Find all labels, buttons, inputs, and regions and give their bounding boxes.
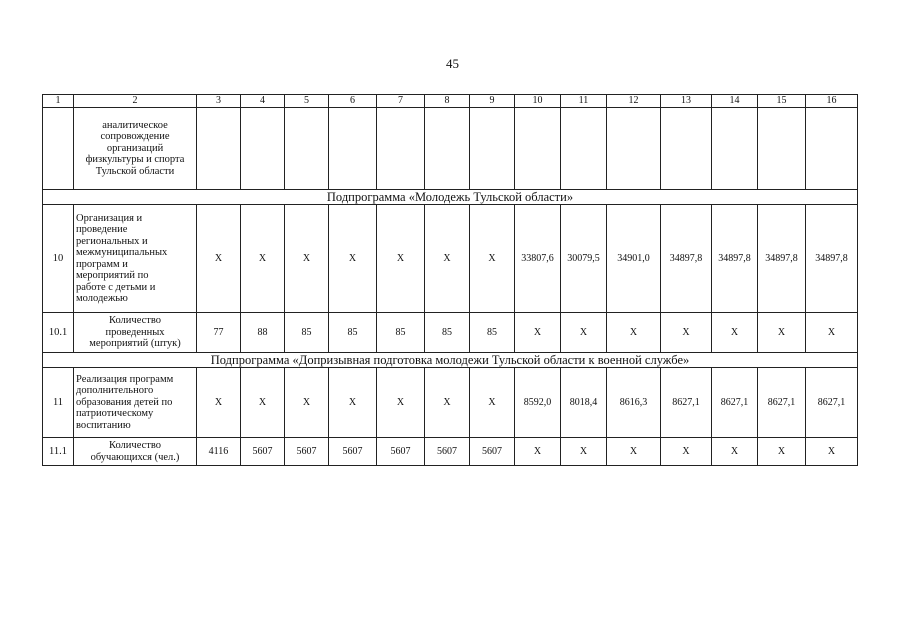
value-cell: X [515,313,561,353]
value-cell: X [377,368,425,438]
value-cell: X [377,205,425,313]
row-number-cell: 10 [43,205,74,313]
name-line: Количество [108,315,162,327]
section-header-row [43,353,858,368]
value-cell: 8018,4 [561,368,607,438]
value-cell: X [661,313,712,353]
column-number-header: 12 [607,95,661,108]
row-number-cell [43,108,74,190]
value-cell: 8592,0 [515,368,561,438]
value-cell: 5607 [285,438,329,466]
value-cell: X [425,368,470,438]
value-cell: X [561,313,607,353]
value-cell: X [241,368,285,438]
name-line: физкультуры и спорта [85,154,185,166]
value-cell: X [758,313,806,353]
name-line: дополнительного [76,385,154,397]
name-line: работе с детьми и [76,281,156,293]
value-cell: 85 [329,313,377,353]
name-line: патриотическому [76,408,154,420]
value-cell: X [425,205,470,313]
value-cell: X [470,368,515,438]
column-number-header: 4 [241,95,285,108]
column-number-header: 9 [470,95,515,108]
value-cell: X [661,438,712,466]
value-cell: 5607 [470,438,515,466]
indicator-name-cell [74,438,197,466]
column-number-header: 16 [806,95,858,108]
column-number-header: 2 [74,95,197,108]
name-line: организаций [106,142,164,154]
name-line: обучающихся (чел.) [90,451,180,463]
value-cell: X [241,205,285,313]
continued-row [43,108,858,190]
value-cell: 5607 [425,438,470,466]
value-cell: X [806,313,858,353]
indicator-name-cell [74,108,197,190]
name-line: программ и [76,258,128,270]
value-cell: X [806,438,858,466]
value-cell: 8616,3 [607,368,661,438]
row-number-cell: 11 [43,368,74,438]
table-row [43,438,858,466]
column-number-header: 14 [712,95,758,108]
name-line: Организация и [76,212,143,224]
value-cell: 34897,8 [661,205,712,313]
value-cell: X [285,205,329,313]
subprogram-youth-title: Подпрограмма «Молодежь Тульской области» [43,190,858,205]
column-number-header: 13 [661,95,712,108]
column-number-header: 7 [377,95,425,108]
column-number-header: 15 [758,95,806,108]
name-line: воспитанию [76,419,131,431]
table-row [43,368,858,438]
column-number-header: 6 [329,95,377,108]
value-cell: X [197,205,241,313]
name-line: мероприятий (штук) [89,338,181,350]
name-line: сопровождение [100,131,170,143]
value-cell: X [712,313,758,353]
value-cell: X [561,438,607,466]
value-cell: 8627,1 [806,368,858,438]
value-cell: 85 [425,313,470,353]
indicator-name-cell [74,205,197,313]
name-line: образования детей по [76,396,173,408]
value-cell: X [607,313,661,353]
name-line: Реализация программ [76,373,174,385]
value-cell: 8627,1 [758,368,806,438]
row-number-cell: 11.1 [43,438,74,466]
value-cell: X [329,368,377,438]
value-cell: X [712,438,758,466]
value-cell: X [470,205,515,313]
value-cell: X [197,368,241,438]
indicator-name-cell [74,368,197,438]
value-cell: 34897,8 [712,205,758,313]
value-cell: 33807,6 [515,205,561,313]
name-line: межмуниципальных [76,247,168,258]
value-cell: 85 [470,313,515,353]
table-row [43,313,858,353]
name-line: региональных и [76,235,148,247]
value-cell: X [285,368,329,438]
value-cell: 5607 [241,438,285,466]
table-row [43,205,858,313]
value-cell: 8627,1 [712,368,758,438]
column-number-header: 11 [561,95,607,108]
column-number-header: 5 [285,95,329,108]
value-cell: 85 [285,313,329,353]
column-number-header: 10 [515,95,561,108]
section-header-row [43,190,858,205]
indicator-name-cell [74,313,197,353]
value-cell: 8627,1 [661,368,712,438]
value-cell: X [758,438,806,466]
name-line: мероприятий по [76,270,149,281]
value-cell: 85 [377,313,425,353]
name-line: Тульской области [95,165,175,177]
program-indicators-table [42,94,858,466]
value-cell: X [607,438,661,466]
value-cell: 4116 [197,438,241,466]
name-line: проведение [76,224,128,235]
subprogram-preconscription-title: Подпрограмма «Допризывная подготовка молодежи Тульской области к военной службе» [43,353,858,368]
value-cell: 5607 [329,438,377,466]
value-cell: 5607 [377,438,425,466]
value-cell: X [515,438,561,466]
value-cell: 77 [197,313,241,353]
name-line: аналитическое [102,119,168,131]
name-line: молодежью [76,293,128,304]
column-number-header: 3 [197,95,241,108]
value-cell: X [329,205,377,313]
column-number-header: 1 [43,95,74,108]
value-cell: 88 [241,313,285,353]
page-number: 45 [446,56,459,71]
row-number-cell: 10.1 [43,313,74,353]
name-line: Количество [108,440,162,451]
column-number-header: 8 [425,95,470,108]
value-cell: 34901,0 [607,205,661,313]
name-line: проведенных [105,326,165,338]
value-cell: 30079,5 [561,205,607,313]
value-cell: 34897,8 [758,205,806,313]
value-cell: 34897,8 [806,205,858,313]
column-number-header-row [43,95,858,108]
